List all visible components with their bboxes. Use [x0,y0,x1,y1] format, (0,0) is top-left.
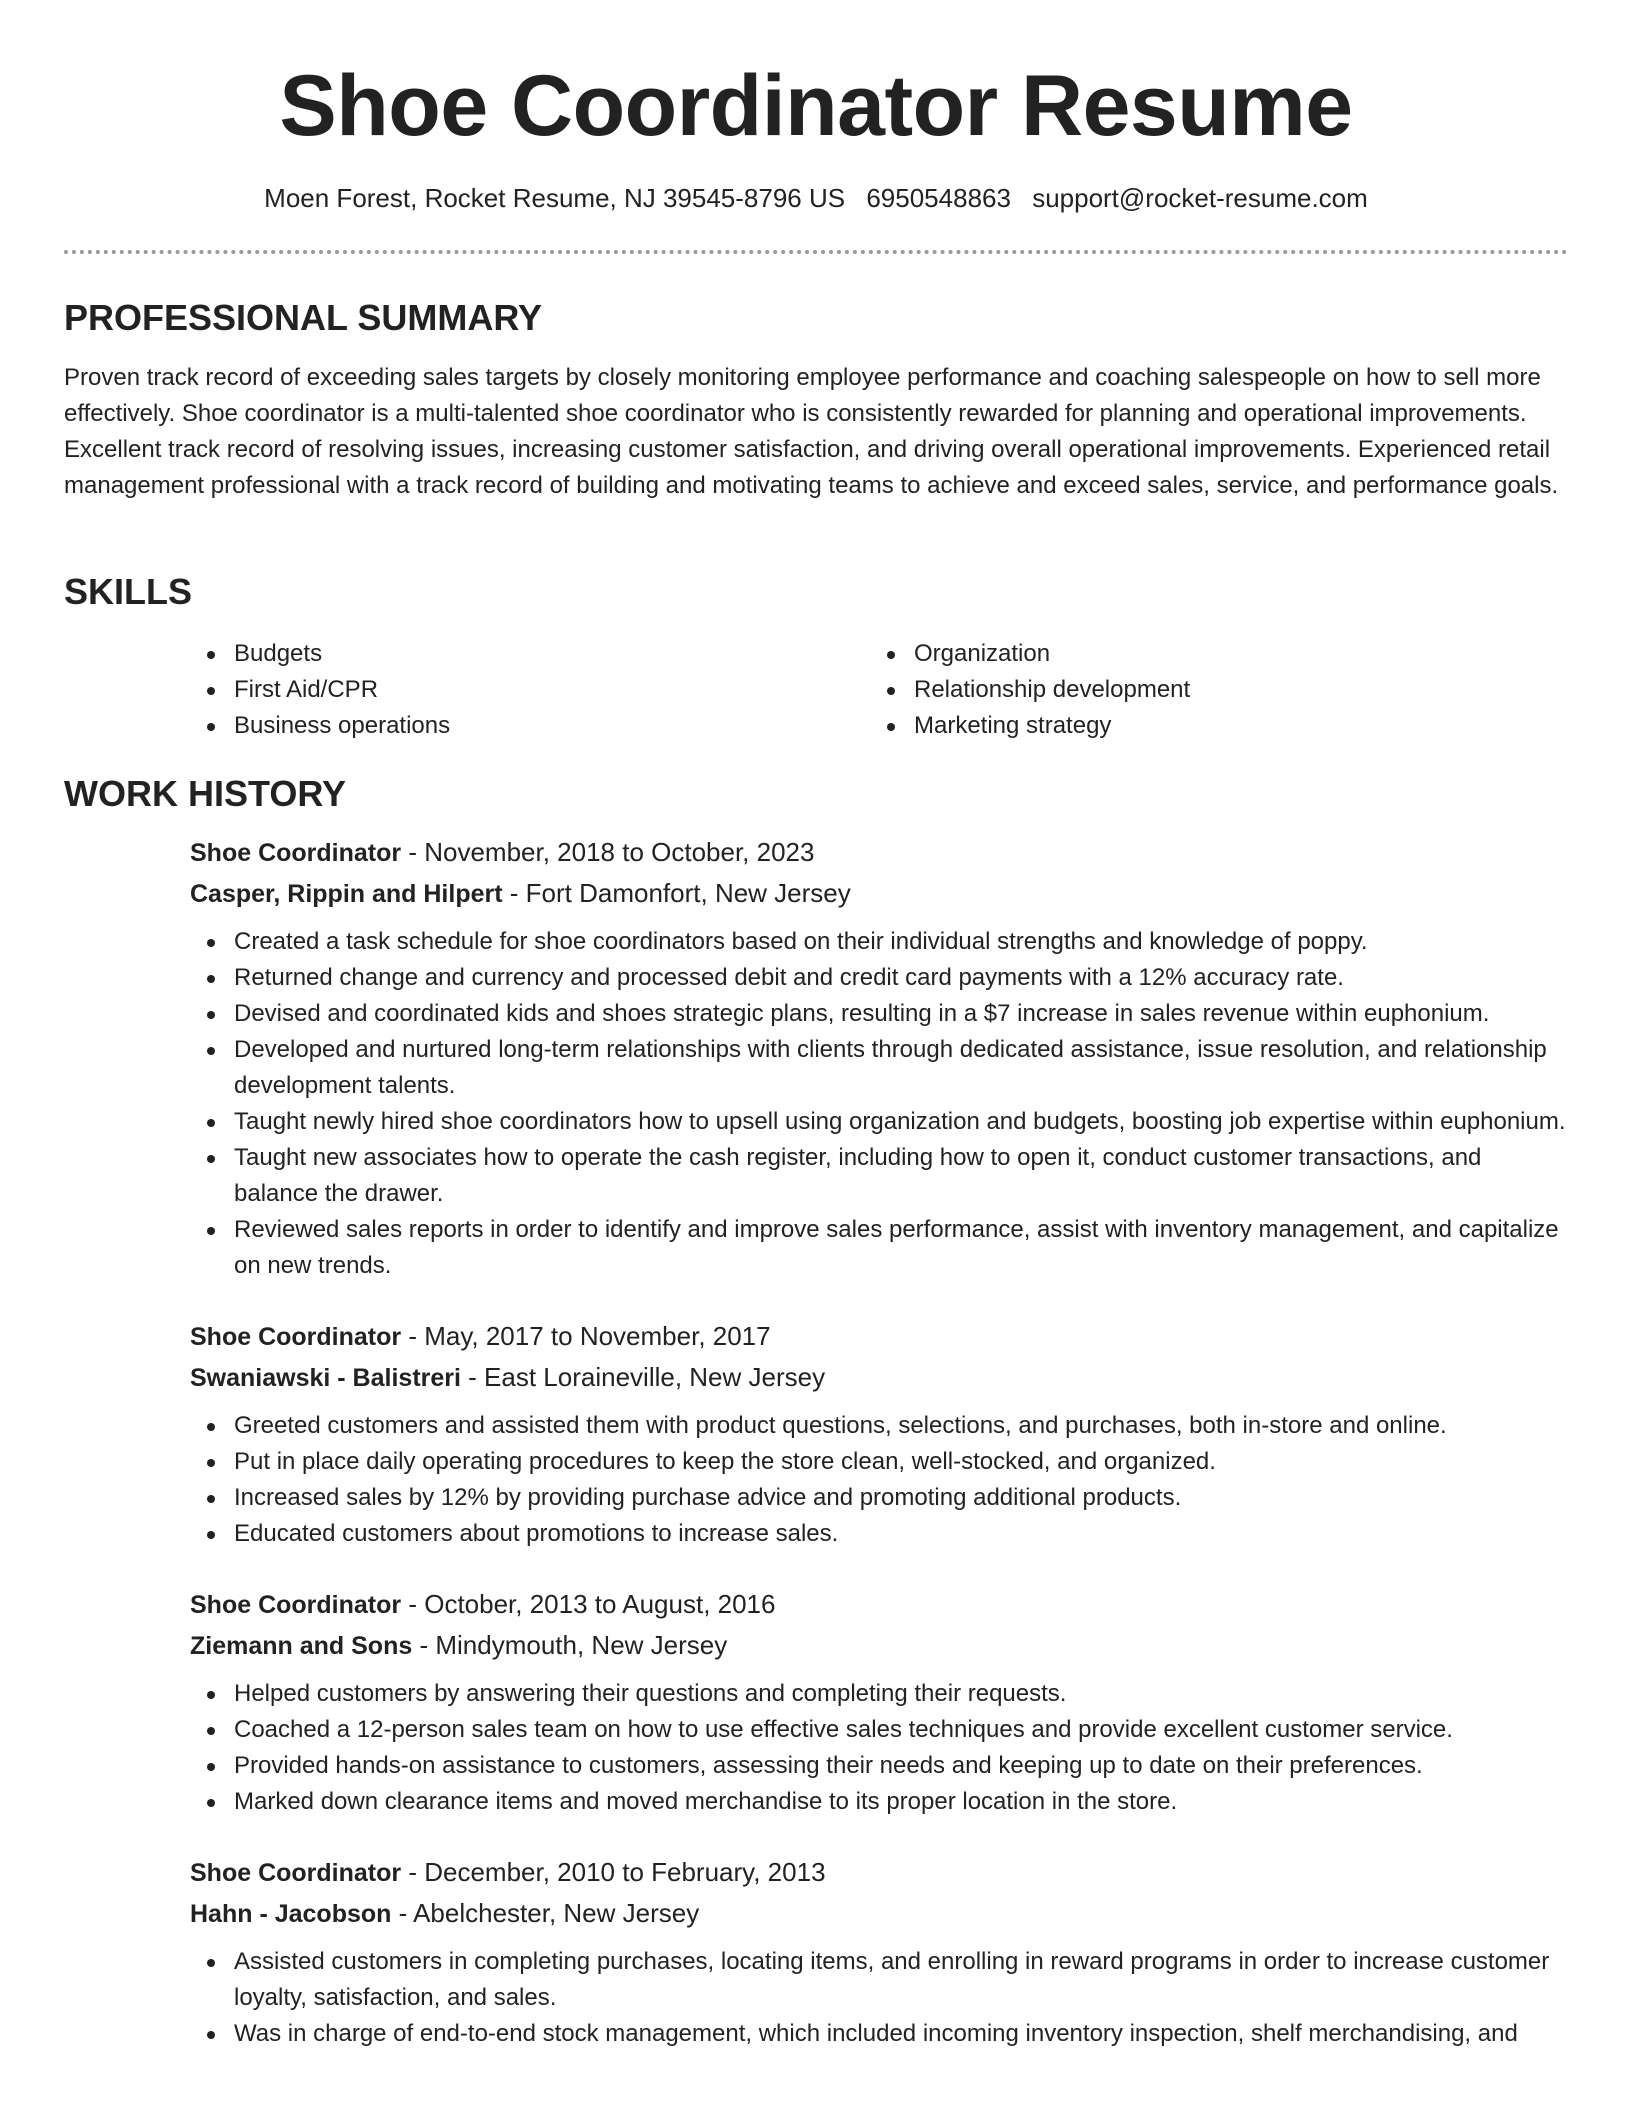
contact-line [0,182,1632,214]
job-bullet: Put in place daily operating procedures to keep the store clean, well-stocked, and organized. [190,1444,1568,1480]
job-bullet: Created a task schedule for shoe coordinators based on their individual strengths and knowledge of poppy. [190,924,1568,960]
job-bullet: Coached a 12-person sales team on how to use effective sales techniques and provide excellent customer service. [190,1712,1568,1748]
contact-address: Moen Forest, Rocket Resume, NJ 39545-8796 US [264,183,846,213]
job-bullet: Returned change and currency and processed debit and credit card payments with a 12% accuracy rate. [190,960,1568,996]
skill-item: Organization [870,636,1550,672]
job-company-line [190,1357,1568,1398]
job-location: - Mindymouth, New Jersey [412,1630,728,1660]
job-company-line [190,1625,1568,1666]
job-bullet: Taught newly hired shoe coordinators how to upsell using organization and budgets, boosting job expertise within euphonium. [190,1104,1568,1140]
job-entry [190,1316,1568,1552]
job-title: Shoe Coordinator [190,839,402,867]
skill-item: First Aid/CPR [190,672,870,708]
job-bullet: Greeted customers and assisted them with product questions, selections, and purchases, both in-store and online. [190,1408,1568,1444]
skills-columns [190,636,1568,744]
job-bullets [190,1676,1568,1820]
header-divider [64,250,1568,254]
job-bullet: Devised and coordinated kids and shoes strategic plans, resulting in a $7 increase in sales revenue within euphonium. [190,996,1568,1032]
summary-heading: PROFESSIONAL SUMMARY [64,297,543,338]
job-company: Ziemann and Sons [190,1632,413,1660]
skill-item: Business operations [190,708,870,744]
job-bullet: Reviewed sales reports in order to identify and improve sales performance, assist with inventory management, and capitalize on new trends. [190,1212,1568,1284]
job-bullets [190,1944,1568,2052]
job-company: Swaniawski - Balistreri [190,1364,461,1392]
job-entry [190,832,1568,1284]
skill-item: Budgets [190,636,870,672]
job-company-line [190,873,1568,914]
job-dates: - May, 2017 to November, 2017 [401,1321,771,1351]
job-title: Shoe Coordinator [190,1323,402,1351]
job-bullet: Provided hands-on assistance to customers, assessing their needs and keeping up to date on their preferences. [190,1748,1568,1784]
skill-item: Marketing strategy [870,708,1550,744]
job-company: Hahn - Jacobson [190,1900,392,1928]
job-dates: - December, 2010 to February, 2013 [401,1857,826,1887]
job-bullet: Taught new associates how to operate the cash register, including how to open it, conduct customer transactions, and balance the drawer. [190,1140,1568,1212]
job-entry [190,1584,1568,1820]
job-bullet: Educated customers about promotions to increase sales. [190,1516,1568,1552]
skills-list-left [190,636,870,744]
job-bullet: Helped customers by answering their questions and completing their requests. [190,1676,1568,1712]
skill-item: Relationship development [870,672,1550,708]
contact-phone: 6950548863 [866,183,1011,213]
job-bullet: Marked down clearance items and moved merchandise to its proper location in the store. [190,1784,1568,1820]
summary-section [64,296,1568,504]
job-dates: - October, 2013 to August, 2016 [401,1589,776,1619]
job-bullet: Increased sales by 12% by providing purchase advice and promoting additional products. [190,1480,1568,1516]
job-company: Casper, Rippin and Hilpert [190,880,503,908]
job-title-line [190,1584,1568,1625]
summary-text: Proven track record of exceeding sales targets by closely monitoring employee performance and coaching salespeople on how to sell more effectively. Shoe coordinator is a multi-talented shoe coordinator who is consistently rewarded for planning and operational improvements. Excellent track record of resolving issues, increasing customer satisfaction, and driving overall operational improvements. Experienced retail management professional with a track record of building and motivating teams to achieve and exceed sales, service, and performance goals. [64,364,1559,499]
job-location: - Abelchester, New Jersey [391,1898,700,1928]
job-bullet: Assisted customers in completing purchases, locating items, and enrolling in reward programs in order to increase customer loyalty, satisfaction, and sales. [190,1944,1568,2016]
work-section [64,772,1568,2052]
job-title-line [190,832,1568,873]
job-location: - Fort Damonfort, New Jersey [502,878,851,908]
contact-email: support@rocket-resume.com [1032,183,1368,213]
job-bullet: Developed and nurtured long-term relationships with clients through dedicated assistance, issue resolution, and relationship development talents. [190,1032,1568,1104]
job-company-line [190,1893,1568,1934]
skills-heading: SKILLS [64,571,193,612]
job-title-line [190,1316,1568,1357]
job-title: Shoe Coordinator [190,1591,402,1619]
job-title: Shoe Coordinator [190,1859,402,1887]
job-title-line [190,1852,1568,1893]
job-bullets [190,924,1568,1284]
job-bullet: Was in charge of end-to-end stock management, which included incoming inventory inspection, shelf merchandising, and [190,2016,1568,2052]
job-location: - East Loraineville, New Jersey [460,1362,826,1392]
job-bullets [190,1408,1568,1552]
job-dates: - November, 2018 to October, 2023 [401,837,815,867]
work-heading: WORK HISTORY [64,773,347,814]
resume-title: Shoe Coordinator Resume [279,58,1353,154]
job-entry [190,1852,1568,2052]
skills-list-right [870,636,1550,744]
skills-section [64,570,1568,744]
